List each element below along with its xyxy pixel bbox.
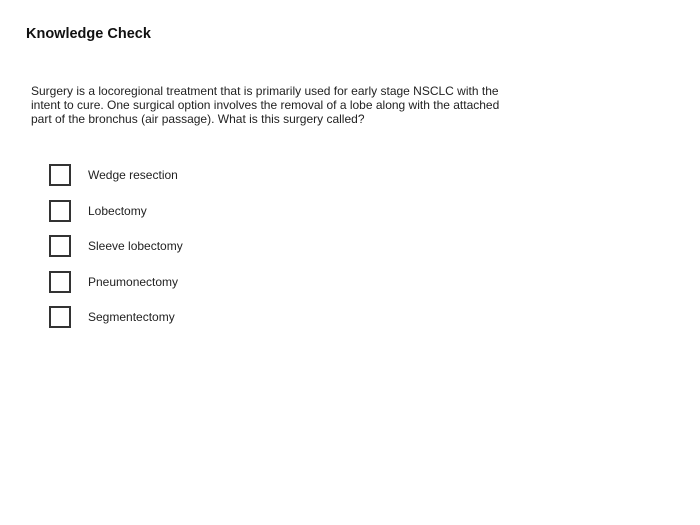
answer-options-list (49, 163, 183, 341)
checkbox[interactable] (49, 200, 71, 222)
option-segmentectomy[interactable] (49, 305, 183, 329)
option-label: Segmentectomy (88, 310, 175, 324)
option-lobectomy[interactable] (49, 199, 183, 223)
option-label: Sleeve lobectomy (88, 239, 183, 253)
question-text: Surgery is a locoregional treatment that is primarily used for early stage NSCLC with the intent to cure. One surgical option involves the removal of a lobe along with the attached part of the bronchus (air passage). What is this surgery called? (31, 84, 500, 126)
option-label: Wedge resection (88, 168, 178, 182)
checkbox[interactable] (49, 306, 71, 328)
page-title: Knowledge Check (26, 26, 151, 42)
option-label: Pneumonectomy (88, 274, 179, 289)
option-wedge-resection[interactable] (49, 163, 183, 187)
option-sleeve-lobectomy[interactable] (49, 234, 183, 258)
checkbox[interactable] (49, 164, 71, 186)
option-pneumonectomy[interactable] (49, 270, 183, 294)
option-label: Lobectomy (88, 203, 147, 218)
checkbox[interactable] (49, 271, 71, 293)
checkbox[interactable] (49, 235, 71, 257)
